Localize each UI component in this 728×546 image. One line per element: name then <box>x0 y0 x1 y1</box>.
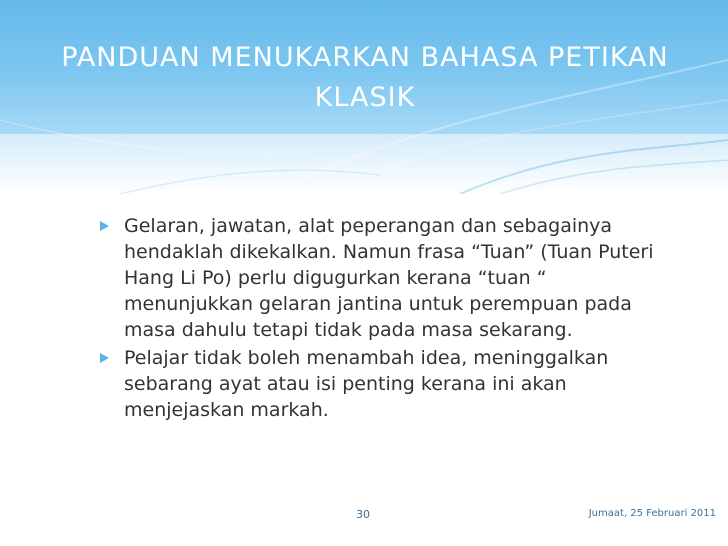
slide-title-line-2: KLASIK <box>314 82 416 113</box>
bullet-text-2: Pelajar tidak boleh menambah idea, meninggalkan sebarang ayat atau isi penting kerana ini akan menjejaskan markah. <box>124 347 609 421</box>
bullet-text-1: Gelaran, jawatan, alat peperangan dan sebagainya hendaklah dikekalkan. Namun frasa “Tuan” (Tuan Puteri Hang Li Po) perlu digugurkan kerana “tuan “ menunjukkan gelaran jantina untuk perempuan pada masa dahulu tetapi tidak pada masa sekarang. <box>124 215 654 341</box>
slide-title-line-1: PANDUAN MENUKARKAN BAHASA PETIKAN <box>61 42 669 73</box>
slide-title <box>40 38 690 118</box>
page-number: 30 <box>356 508 370 521</box>
footer-date: Jumaat, 25 Februari 2011 <box>588 508 716 519</box>
bullet-list <box>100 213 660 425</box>
bullet-item-2 <box>100 345 660 423</box>
bullet-arrow-icon <box>100 221 109 231</box>
bullet-arrow-icon <box>100 353 109 363</box>
bullet-item-1 <box>100 213 660 343</box>
